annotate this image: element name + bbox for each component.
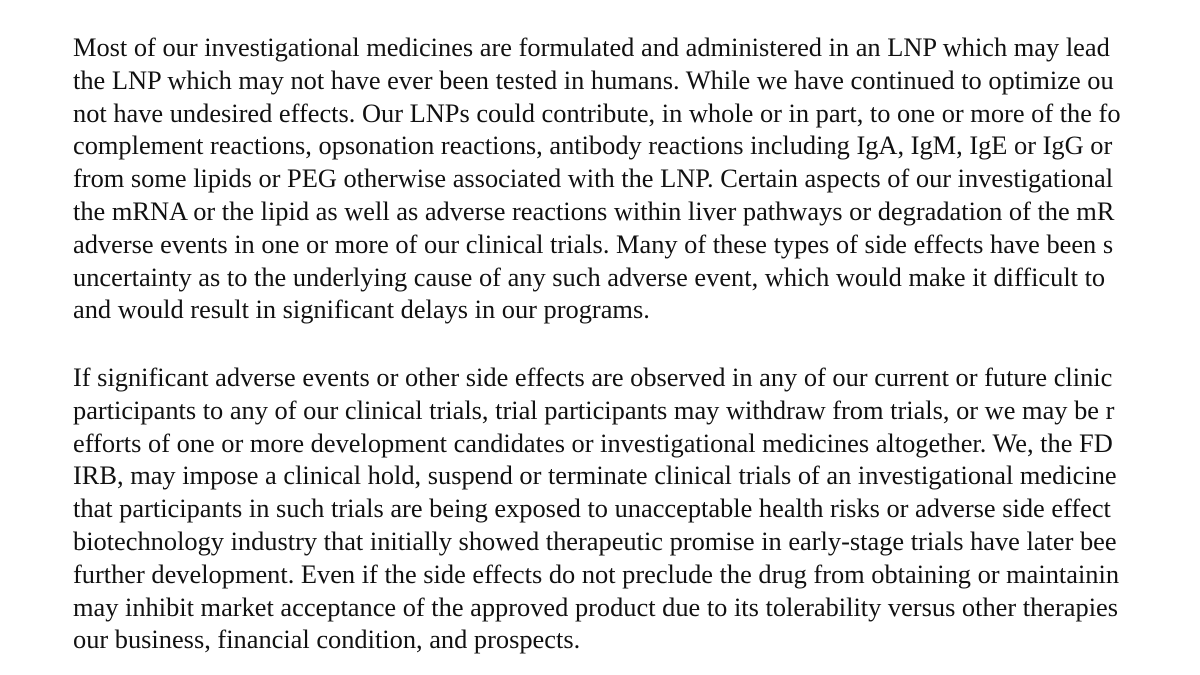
text-line: further development. Even if the side effects do not preclude the drug from obtaining or maintainin — [73, 558, 1120, 589]
text-line: uncertainty as to the underlying cause of any such adverse event, which would make it difficult to — [73, 261, 1106, 292]
text-line: participants to any of our clinical trials, trial participants may withdraw from trials, or we may be r — [73, 394, 1115, 425]
text-line: Most of our investigational medicines are formulated and administered in an LNP which may lead — [73, 32, 1110, 62]
text-line: complement reactions, opsonation reactions, antibody reactions including IgA, IgM, IgE or IgG or — [73, 130, 1113, 161]
text-line: adverse events in one or more of our clinical trials. Many of these types of side effects have been s — [73, 228, 1114, 259]
text-line: and would result in significant delays in our programs. — [73, 294, 650, 325]
text-line: not have undesired effects. Our LNPs could contribute, in whole or in part, to one or more of the fo — [73, 97, 1121, 128]
text-line: the mRNA or the lipid as well as adverse reactions within liver pathways or degradation of the mR — [73, 195, 1115, 226]
text-line: biotechnology industry that initially showed therapeutic promise in early-stage trials have later bee — [73, 525, 1117, 556]
text-line: If significant adverse events or other side effects are observed in any of our current or future clinic — [73, 362, 1113, 392]
paragraph-adverse-events — [73, 361, 1119, 656]
text-line: that participants in such trials are being exposed to unacceptable health risks or adverse side effect — [73, 493, 1111, 524]
text-line: our business, financial condition, and prospects. — [73, 624, 581, 655]
paragraph-lnp-risks — [73, 31, 1121, 326]
text-line: efforts of one or more development candidates or investigational medicines altogether. We, the FD — [73, 427, 1113, 458]
text-line: from some lipids or PEG otherwise associated with the LNP. Certain aspects of our investigational — [73, 163, 1114, 194]
text-line: the LNP which may not have ever been tested in humans. While we have continued to optimize ou — [73, 64, 1114, 95]
text-line: may inhibit market acceptance of the approved product due to its tolerability versus other therapies — [73, 591, 1119, 622]
text-line: IRB, may impose a clinical hold, suspend or terminate clinical trials of an investigational medicine — [73, 460, 1117, 491]
